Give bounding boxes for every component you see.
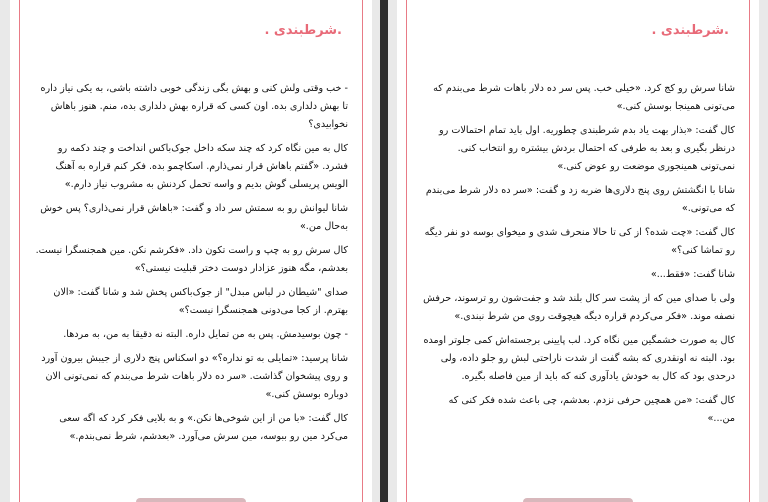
paragraph: کال گفت: «بذار بهت یاد بدم شرطبندی چطوریه. اول باید تمام احتمالات رو درنظر بگیری و بعد به طرفی که احتمال بردش بیشتره رو انتخاب کنی. نمی‌تونی همینجوری موضعت رو عوض کنی.» [439, 125, 735, 172]
paragraph: شانا پرسید: «تمایلی به تو نداره؟» دو اسکناس پنج دلاری از جیبش بیرون آورد و روی پیشخوان گذاشت. «سر ده دلار باهات شرط می‌بندم که نمی‌تونی الان دوباره بوسش کنی.» [41, 353, 348, 400]
paragraph: کال به صورت خشمگین مین نگاه کرد. لب پایینی برجسته‌اش کمی جلوتر اومده بود. البته نه اونقدری که بشه گفت از شدت ناراحتی لبش رو جلو داده، ولی درحدی بود که کال به خودش یادآوری کنه که باید از مین فاصله بگیره. [423, 335, 735, 382]
paragraph: - چون بوسیدمش. پس به من تمایل داره. البته نه دقیقا به من، به مردها. [63, 329, 348, 340]
page-title: .شرطبندی . [651, 23, 729, 38]
left-page [10, 0, 372, 502]
page-border-right [362, 0, 363, 502]
book-spine [380, 0, 388, 502]
page-footer-mark [136, 498, 246, 502]
paragraph: کال گفت: «من همچین حرفی نزدم. بعدشم، چی باعث شده فکر کنی که من...» [448, 395, 735, 424]
paragraph: کال گفت: «با من از این شوخی‌ها نکن.» و به بلایی فکر کرد که اگه سعی می‌کرد مین رو ببوسه، مین سرش می‌آورد. «بعدشم، شرط نمی‌بندم.» [59, 413, 348, 442]
page-border-left [19, 0, 20, 502]
page-title: .شرطبندی . [264, 23, 342, 38]
paragraph: شانا با انگشتش روی پنج دلاری‌ها ضربه زد و گفت: «سر ده دلار شرط می‌بندم که می‌تونی.» [425, 185, 735, 214]
right-page [397, 0, 759, 502]
paragraph: ولی با صدای مین که از پشت سر کال بلند شد و جفت‌شون رو ترسوند، حرفش نصفه موند. «فکر می‌کردم قراره دیگه هیچوقت روی من شرط نبندی.» [423, 293, 735, 322]
page-body [421, 80, 735, 434]
paragraph: - خب وقتی ولش کنی و بهش بگی زندگی خوبی داشته باشی، به یکی نیاز داره تا بهش دلداری بده. اون کسی که قراره بهش دلداری بده، منم. هنوز باهاش نخوابیدی؟ [40, 83, 348, 130]
paragraph: شانا گفت: «فقط...» [650, 269, 735, 280]
paragraph: کال گفت: «چت شده؟ از کی تا حالا منحرف شدی و میخوای بوسه دو نفر دیگه رو تماشا کنی؟» [424, 227, 735, 256]
paragraph: صدای "شیطان در لباس مبدل" از جوک‌باکس پخش شد و شانا گفت: «الان بهترم. از کجا می‌دونی همجنسگرا نیست؟» [53, 287, 348, 316]
page-border-left [406, 0, 407, 502]
page-body [34, 80, 348, 452]
page-footer-mark [523, 498, 633, 502]
page-border-right [749, 0, 750, 502]
paragraph: شانا سرش رو کج کرد. «خیلی خب. پس سر ده دلار باهات شرط می‌بندم که می‌تونی همینجا بوسش کنی.» [433, 83, 735, 112]
paragraph: شانا لیوانش رو به سمتش سر داد و گفت: «باهاش قرار نمی‌ذاری؟ پس خوش به‌حال من.» [40, 203, 348, 232]
paragraph: کال به مین نگاه کرد که چند سکه داخل جوک‌باکس انداخت و چند دکمه رو فشرد. «گفتم باهاش قرار نمی‌ذارم. اسکاچمو بده. فکر کنم قراره به آهنگ الویس پریسلی گوش بدیم و واسه تحمل کردنش به مشروب نیاز دارم.» [55, 143, 348, 190]
paragraph: کال سرش رو به چپ و راست تکون داد. «فکرشم نکن. مین همجنسگرا نیست. بعدشم، مگه هنوز عزادار دوست دختر قبلیت نیستی؟» [35, 245, 348, 274]
